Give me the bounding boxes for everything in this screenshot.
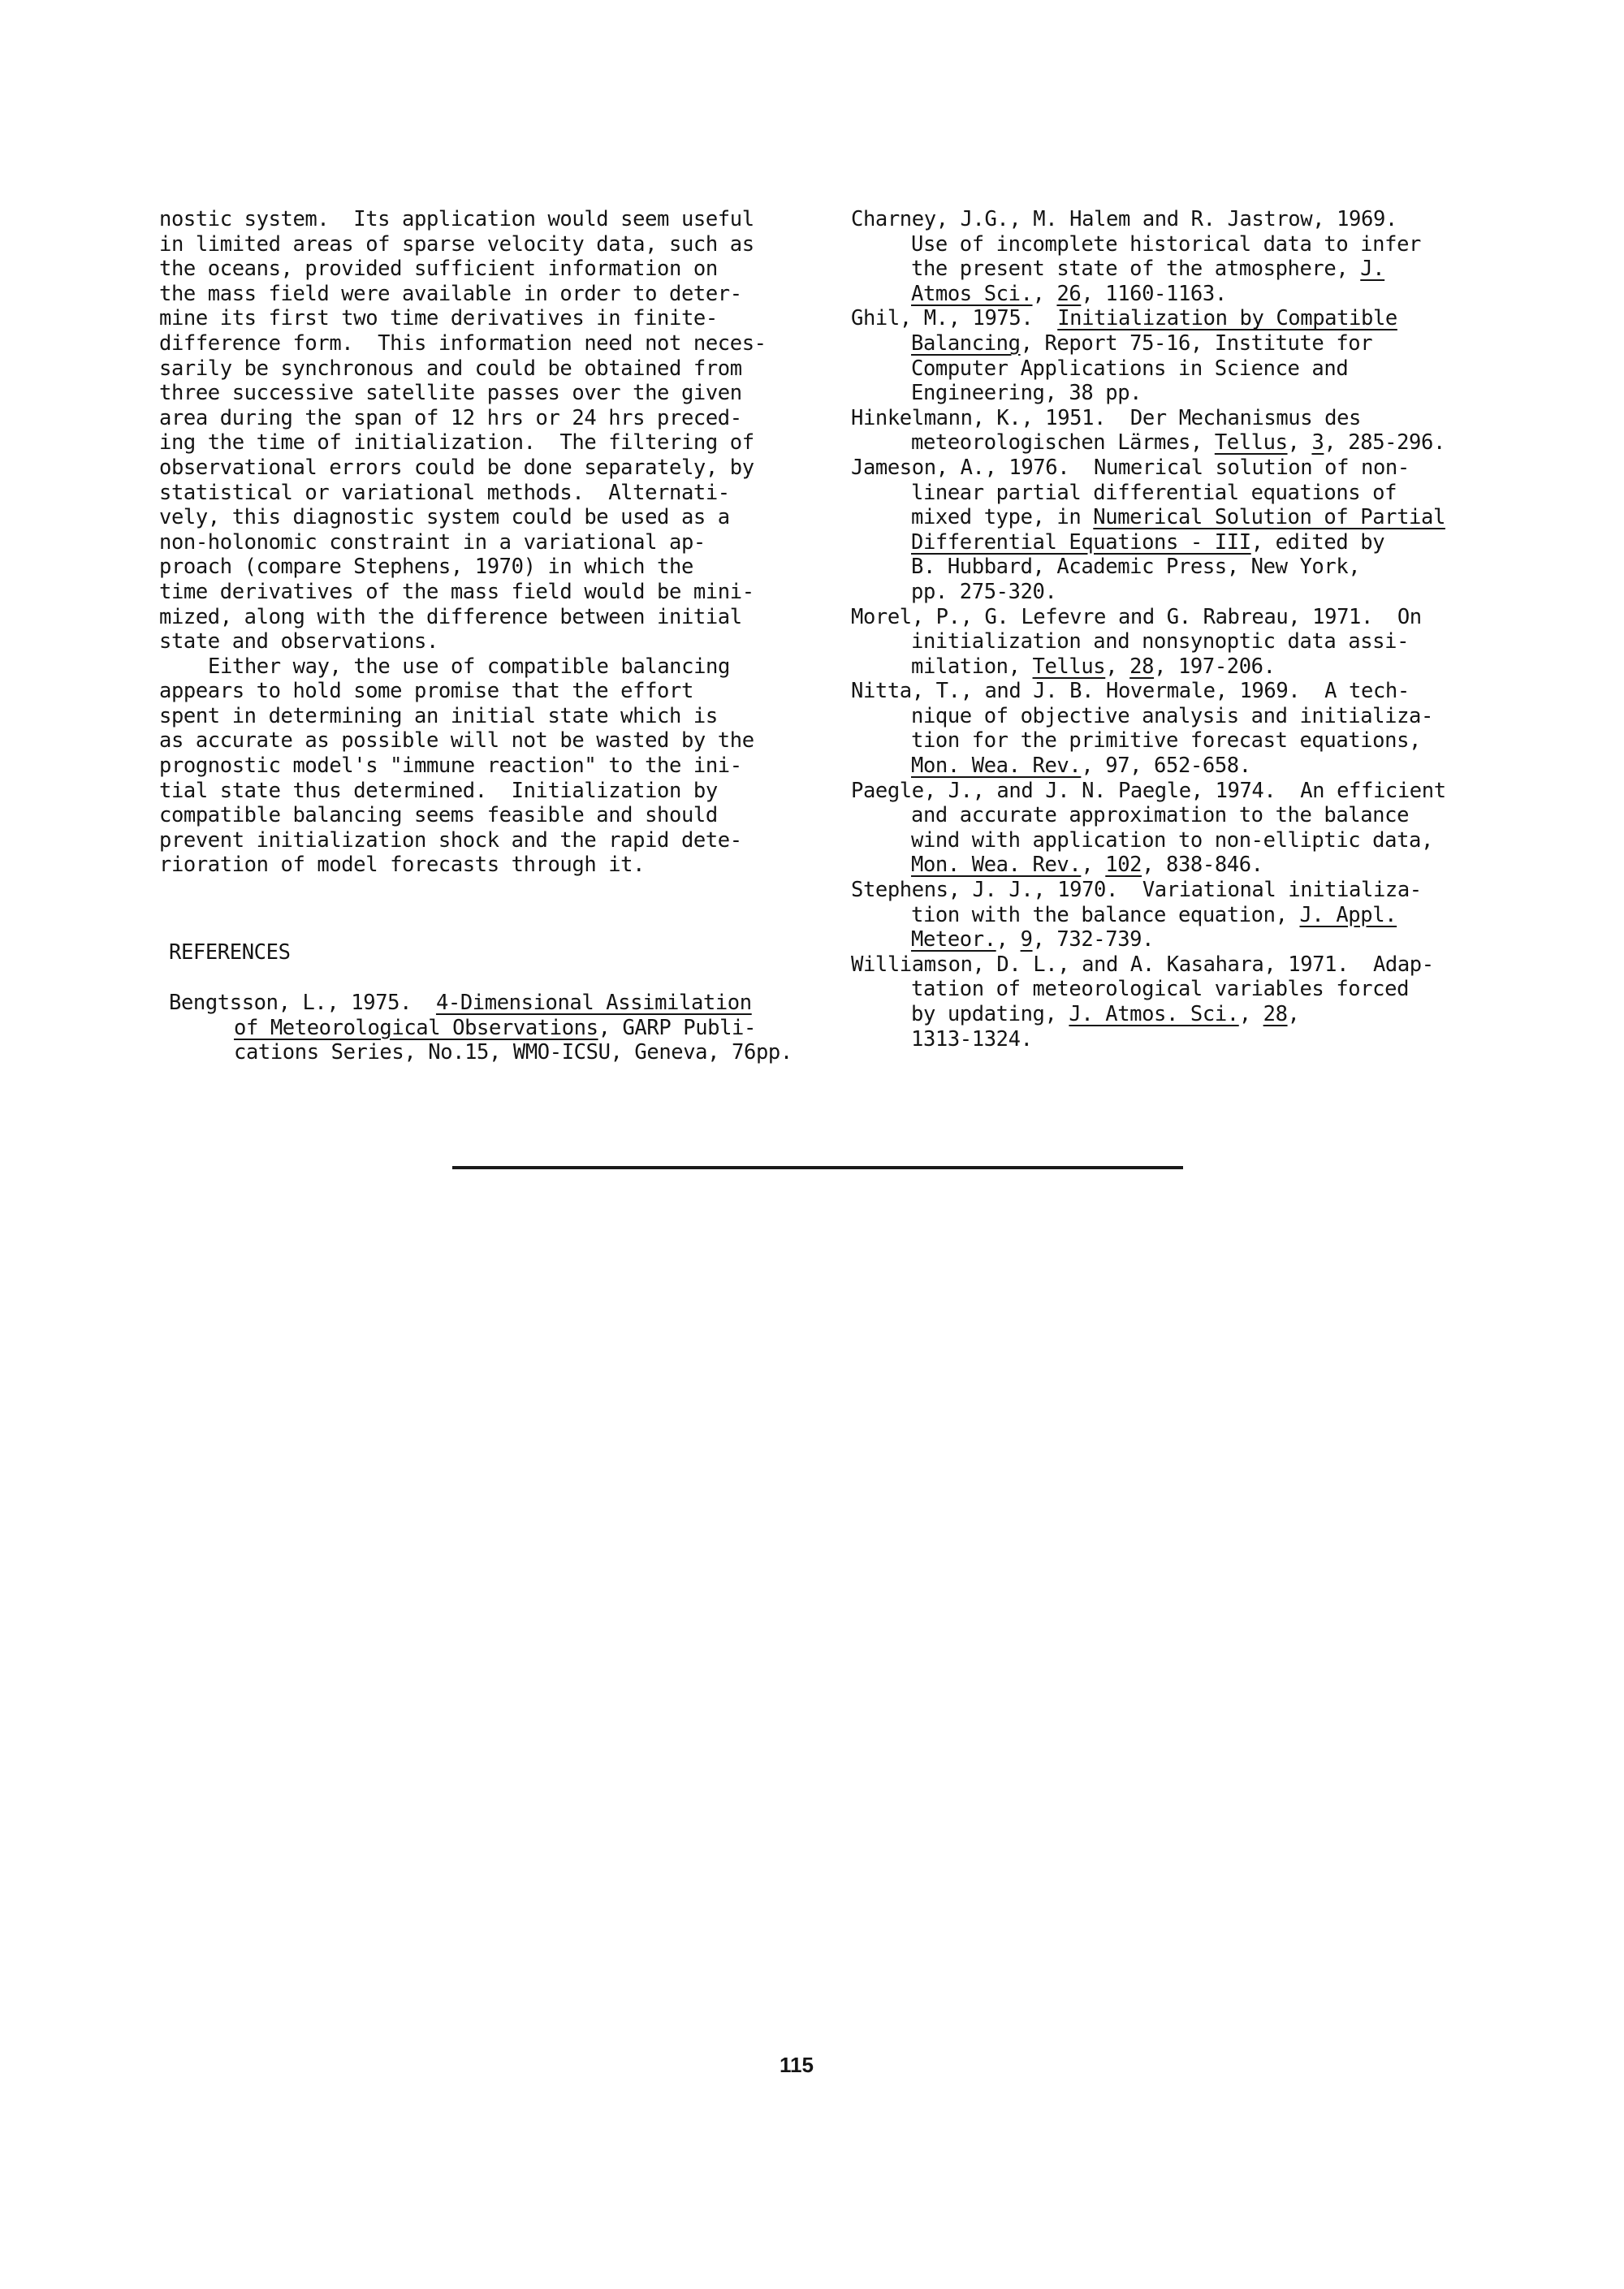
text-line: non-holonomic constraint in a variational ap- [159, 529, 706, 555]
reference-nitta: Nitta, T., and J. B. Hovermale, 1969. A tech- nique of objective analysis and initializa- tion for the primitive forecast equations, Mon. Wea. Rev., 97, 652-658. [851, 679, 1433, 779]
reference-title: Balancing [911, 330, 1021, 356]
text-line: spent in determining an initial state which is [159, 703, 718, 728]
reference-title: Differential Equations - III [911, 529, 1251, 555]
text-line: area during the span of 12 hrs or 24 hrs preced- [159, 405, 742, 430]
volume-number: 28 [1129, 654, 1155, 679]
text-line: in limited areas of sparse velocity data, such as [159, 231, 754, 257]
text-line: state and observations. [159, 629, 438, 654]
references-column [851, 207, 1492, 1052]
text-line: appears to hold some promise that the effort [159, 679, 693, 704]
text-line: prevent initialization shock and the rapid dete- [159, 827, 742, 853]
body-paragraph-1 [159, 207, 793, 654]
body-paragraph-2 [159, 654, 793, 878]
reference-charney: Charney, J.G., M. Halem and R. Jastrow, 1969. Use of incomplete historical data to infer the present state of the atmosphere, J. Atmos Sci., 26, 1160-1163. [851, 207, 1421, 306]
references-heading: REFERENCES [169, 940, 291, 965]
journal-name: Tellus [1032, 654, 1106, 679]
page-number: 115 [780, 2053, 814, 2077]
reference-ghil: Ghil, M., 1975. Initialization by Compatible Balancing, Report 75-16, Institute for Computer Applications in Science and Engineering, 38 pp. [851, 306, 1397, 406]
journal-name: J. Appl. [1299, 902, 1397, 927]
text-line: three successive satellite passes over the given [159, 381, 742, 406]
text-line: time derivatives of the mass field would be mini- [159, 579, 754, 604]
journal-name: J. Atmos. Sci. [1069, 1002, 1239, 1026]
journal-name: Tellus [1214, 430, 1288, 456]
text-line: sarily be synchronous and could be obtained from [159, 356, 742, 381]
journal-name: Mon. Wea. Rev. [911, 754, 1082, 779]
text-line: difference form. This information need not neces- [159, 330, 767, 356]
reference-stephens: Stephens, J. J., 1970. Variational initializa- tion with the balance equation, J. Appl. Meteor., 9, 732-739. [851, 878, 1422, 952]
text-line: vely, this diagnostic system could be used as a [159, 505, 730, 530]
text-line: as accurate as possible will not be wasted by the [159, 728, 754, 754]
text-line: the oceans, provided sufficient information on [159, 257, 718, 282]
reference-jameson: Jameson, A., 1976. Numerical solution of non- linear partial differential equations of mixed type, in Numerical Solution of Partial Differential Equations - III, edited by B. Hubbard, Academic Press, New York, pp. 275-320. [851, 455, 1445, 604]
reference-paegle: Paegle, J., and J. N. Paegle, 1974. An efficient and accurate approximation to the balance wind with application to non-elliptic data, Mon. Wea. Rev., 102, 838-846. [851, 778, 1446, 878]
reference-bengtsson: Bengtsson, L., 1975. 4-Dimensional Assimilation of Meteorological Observations, GARP Publi- cations Series, No.15, WMO-ICSU, Geneva, 76pp. [169, 991, 793, 1065]
journal-name: J. [1360, 257, 1385, 282]
volume-number: 28 [1263, 1002, 1288, 1026]
volume-number: 9 [1020, 927, 1033, 952]
reference-title: of Meteorological Observations [234, 1015, 598, 1040]
volume-number: 26 [1056, 281, 1082, 306]
text-line: mized, along with the difference between initial [159, 604, 742, 629]
volume-number: 102 [1105, 853, 1142, 878]
reference-hinkelmann: Hinkelmann, K., 1951. Der Mechanismus des meteorologischen Lärmes, Tellus, 3, 285-296. [851, 405, 1445, 456]
reference-williamson: Williamson, D. L., and A. Kasahara, 1971. Adap- tation of meteorological variables forced by updating, J. Atmos. Sci., 28, 1313-1324. [851, 952, 1434, 1052]
journal-name: Atmos Sci. [911, 281, 1033, 306]
reference-morel: Morel, P., G. Lefevre and G. Rabreau, 1971. On initialization and nonsynoptic data assi- milation, Tellus, 28, 197-206. [851, 604, 1422, 679]
reference-title: Initialization by Compatible [1057, 306, 1397, 331]
reference-title: 4-Dimensional Assimilation [435, 991, 752, 1015]
text-line: observational errors could be done separately, by [159, 455, 754, 480]
journal-name: Mon. Wea. Rev. [911, 853, 1082, 878]
journal-name: Meteor. [911, 927, 996, 952]
text-line: the mass field were available in order to deter- [159, 281, 742, 306]
text-line: mine its first two time derivatives in finite- [159, 306, 718, 331]
text-line: prognostic model's "immune reaction" to the ini- [159, 754, 742, 779]
text-line: rioration of model forecasts through it. [159, 853, 646, 878]
text-line: proach (compare Stephens, 1970) in which the [159, 555, 693, 580]
text-line: compatible balancing seems feasible and should [159, 803, 718, 828]
text-line: statistical or variational methods. Alternati- [159, 480, 730, 505]
text-line: nostic system. Its application would seem useful [159, 207, 754, 231]
volume-number: 3 [1311, 430, 1324, 456]
left-column [159, 207, 793, 878]
text-line: Either way, the use of compatible balancing [208, 654, 730, 679]
reference-title: Numerical Solution of Partial [1093, 505, 1445, 530]
text-line: tial state thus determined. Initialization by [159, 778, 718, 803]
text-line: ing the time of initialization. The filtering of [159, 430, 754, 456]
section-divider-rule [452, 1166, 1183, 1169]
